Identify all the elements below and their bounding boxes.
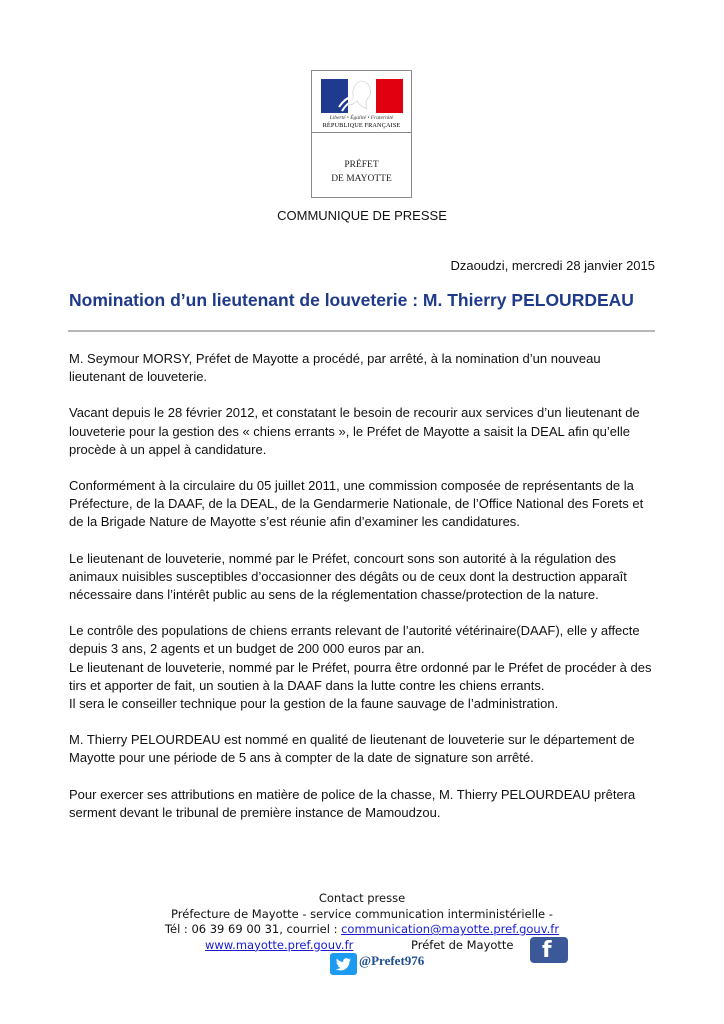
paragraph-5b: Le lieutenant de louveterie, nommé par le Préfet, pourra être ordonné par le Préfet de procéder à des tirs et apporter de fait, un soutien à la DAAF dans la lutte contre les chiens errants. bbox=[69, 659, 652, 693]
prefecture-logo bbox=[311, 70, 412, 198]
dateline: Dzaoudzi, mercredi 28 janvier 2015 bbox=[450, 258, 655, 273]
marianne-flag-icon bbox=[321, 79, 403, 113]
paragraph-7: Pour exercer ses attributions en matière de police de la chasse, M. Thierry PELOURDEAU prêtera serment devant le tribunal de première instance de Mamoudzou. bbox=[69, 786, 636, 820]
paragraph-3: Conformément à la circulaire du 05 juillet 2011, une commission composée de représentants de la Préfecture, de la DAAF, de la DEAL, de la Gendarmerie Nationale, de l’Office National des Forets et de la Brigade Nature de Mayotte s’est réunie afin d’examiner les candidatures. bbox=[69, 478, 644, 530]
page-title: Nomination d’un lieutenant de louveterie : M. Thierry PELOURDEAU bbox=[69, 290, 634, 310]
logo-divider bbox=[312, 132, 411, 133]
contact-block bbox=[0, 891, 724, 954]
logo-prefet bbox=[312, 158, 411, 186]
paragraph-5a: Le contrôle des populations de chiens errants relevant de l’autorité vétérinaire(DAAF), elle y affecte depuis 3 ans, 2 agents et un budget de 200 000 euros par an. bbox=[69, 623, 640, 657]
paragraph-4: Le lieutenant de louveterie, nommé par le Préfet, concourt sons son autorité à la régulation des animaux nuisibles susceptibles d’occasionner des dégâts ou de ceux dont la destruction apparaît nécessaire dans l’intérêt public au sens de la réglementation chasse/protection de la nature. bbox=[69, 550, 627, 603]
facebook-page-name: Préfet de Mayotte bbox=[411, 937, 514, 952]
twitter-handle[interactable]: @Prefet976 bbox=[359, 953, 425, 968]
logo-prefet-line1: PRÉFET bbox=[344, 160, 379, 170]
facebook-icon[interactable]: f bbox=[530, 937, 568, 963]
logo-motto: Liberté • Égalité • Fraternité bbox=[329, 115, 394, 121]
contact-email-link[interactable]: communication@mayotte.pref.gouv.fr bbox=[341, 922, 560, 936]
logo-prefet-line2: DE MAYOTTE bbox=[331, 174, 392, 184]
logo-republique: RÉPUBLIQUE FRANÇAISE bbox=[322, 122, 401, 129]
paragraph-6: M. Thierry PELOURDEAU est nommé en qualité de lieutenant de louveterie sur le département de Mayotte pour une période de 5 ans à compter de la date de signature son arrêté. bbox=[69, 732, 635, 766]
contact-phone-line bbox=[0, 922, 724, 938]
paragraph-5c: Il sera le conseiller technique pour la gestion de la faune sauvage de l’administration. bbox=[69, 696, 559, 712]
contact-site-row bbox=[0, 938, 724, 954]
twitter-icon[interactable] bbox=[330, 953, 357, 975]
paragraph-2: Vacant depuis le 28 février 2012, et constatant le besoin de recourir aux services d’un lieutenant de louveterie pour la gestion des « chiens errants », le Préfet de Mayotte a saisit la DEAL afin qu’elle procède à un appel à candidature. bbox=[69, 405, 640, 457]
paragraph-1: M. Seymour MORSY, Préfet de Mayotte a procédé, par arrêté, à la nomination d’un nouveau lieutenant de louveterie. bbox=[69, 351, 601, 385]
contact-service: Préfecture de Mayotte - service communication interministérielle - bbox=[171, 906, 553, 921]
communique-label: COMMUNIQUE DE PRESSE bbox=[277, 208, 447, 223]
body-text bbox=[69, 350, 659, 840]
website-link[interactable]: www.mayotte.pref.gouv.fr bbox=[205, 937, 354, 952]
contact-title: Contact presse bbox=[318, 891, 406, 905]
contact-phone: Tél : 06 39 69 00 31, courriel : bbox=[164, 922, 342, 936]
title-divider bbox=[68, 330, 655, 332]
